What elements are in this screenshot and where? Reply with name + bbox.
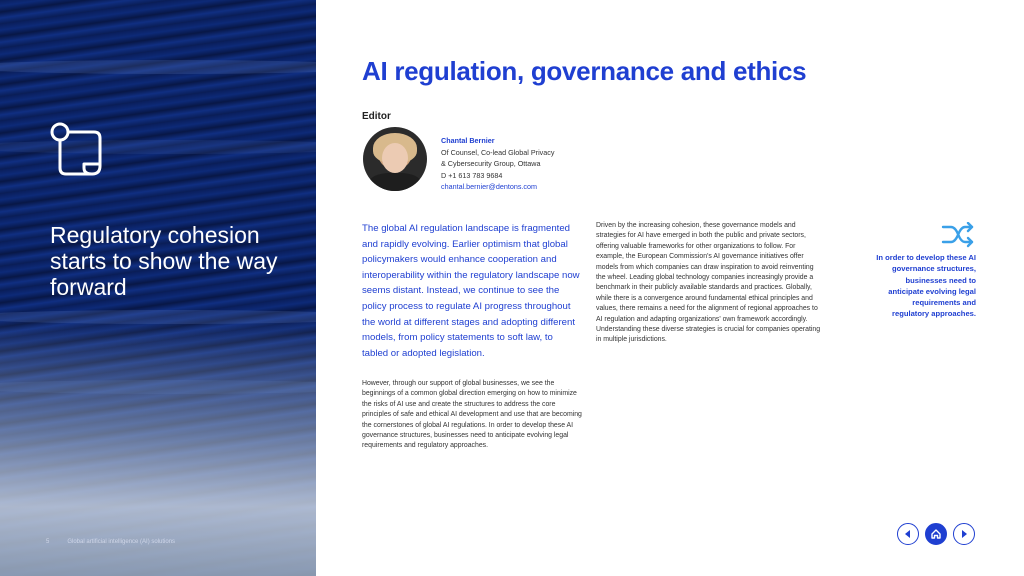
editor-name: Chantal Bernier [441,136,495,145]
lead-paragraph: The global AI regulation landscape is fragmented and rapidly evolving. Earlier optimism that global policymakers would enhance cooperation and interoperability within the regulatory landscape now seems distant. Instead, we continue to see the policy process to regulate AI progress throughout the world at different stages and adopting different models, from policy statements to soft law, to tabled or adopted legislation. [362,223,580,359]
editor-email-link[interactable]: chantal.bernier@dentons.com [441,182,537,191]
arrow-right-icon [958,528,970,540]
next-page-button[interactable] [953,523,975,545]
previous-page-button[interactable] [897,523,919,545]
scroll-icon [48,120,106,178]
editor-phone: D +1 613 783 9684 [441,170,503,180]
editor-role: Of Counsel, Co-lead Global Privacy [441,147,555,157]
page-title: AI regulation, governance and ethics [362,56,807,86]
page-footer [46,539,175,545]
body-paragraph-1: However, through our support of global businesses, we see the beginnings of a common global direction emerging on how to minimize the risks of AI use and create the structures to address the core principles of safe and ethical AI development and use that are becoming the cornerstones of global AI regulations. In order to develop these AI governance structures, businesses need to anticipate evolving legal requirements and regulatory approaches. [362,380,582,450]
hero-panel [0,0,316,576]
home-icon [930,528,942,540]
footer-label: Global artificial intelligence (AI) solutions [67,539,176,545]
shuffle-icon [941,222,975,248]
editor-label: Editor [362,111,391,122]
callout-quote: In order to develop these AI governance structures, businesses need to anticipate evolving legal requirements and regulatory approaches. [876,253,976,319]
editor-contact [441,135,554,193]
wave-texture [0,310,316,324]
arrow-left-icon [902,528,914,540]
wave-texture [0,380,316,394]
editor-role-2: & Cybersecurity Group, Ottawa [441,159,541,168]
avatar-face [382,143,408,173]
avatar [363,127,427,191]
wave-texture [0,60,316,74]
body-paragraph-2: Driven by the increasing cohesion, these governance models and strategies for AI have emerged in both the public and private sectors, offering valuable frameworks for other organizations to follow. For example, the European Commission's AI governance initiatives offer models from which companies can draw inspiration to avoid reinventing the wheel. Leading global technology companies increasingly provide a benchmark in their publicly available standards and practices. Globally, while there is a convergence around fundamental ethical principles and values, there remains a need for the alignment of regional approaches to AI regulation and adapting organizations' own framework accordingly. Understanding these diverse strategies is crucial for companies operating in multiple jurisdictions. [596,222,821,344]
section-heading: Regulatory cohesion starts to show the way forward [50,222,278,300]
avatar-body [369,173,421,191]
page-number: 5 [46,539,50,545]
home-button[interactable] [925,523,947,545]
